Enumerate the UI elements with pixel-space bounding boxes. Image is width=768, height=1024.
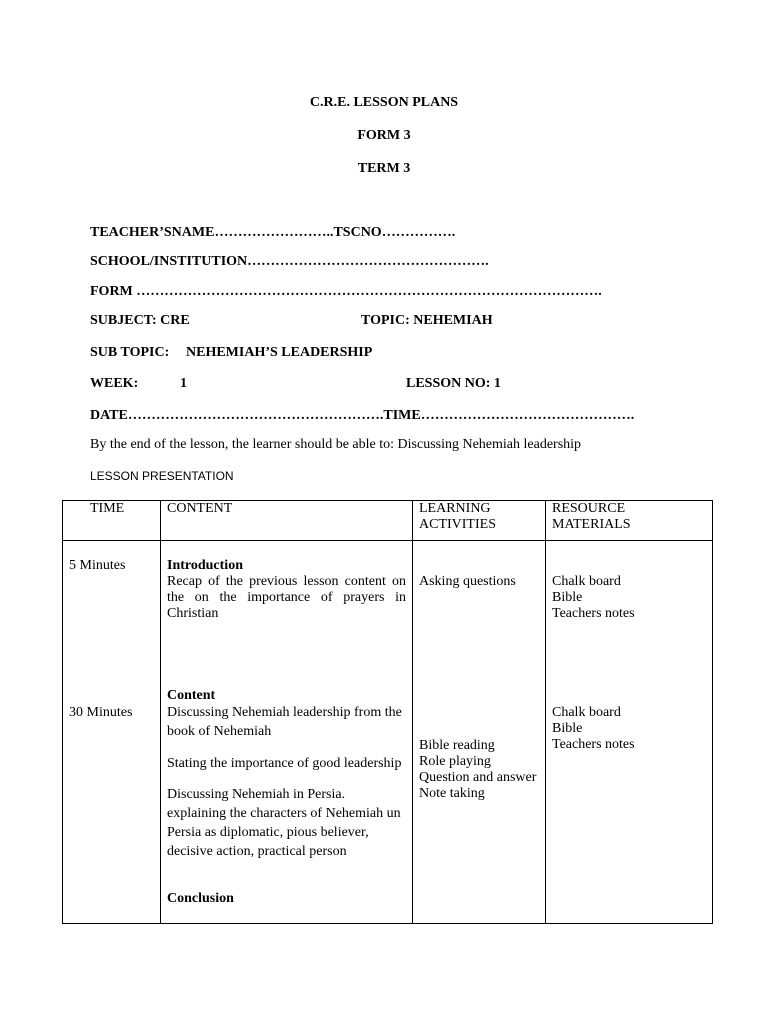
activity-item: Note taking	[419, 786, 485, 801]
intro-time: 5 Minutes	[69, 558, 126, 573]
form-heading: FORM 3	[357, 128, 411, 143]
document-title: C.R.E. LESSON PLANS	[309, 95, 459, 110]
lesson-number: LESSON NO: 1	[406, 376, 501, 391]
date-time-line: DATE……………………………………………….TIME……………………………………….	[90, 408, 635, 423]
resource-item: Chalk board	[552, 705, 621, 720]
conclusion-heading: Conclusion	[167, 891, 234, 906]
header-activities-line2: ACTIVITIES	[419, 517, 496, 532]
table-header-row	[63, 501, 713, 541]
resource-item: Teachers notes	[552, 737, 635, 752]
resource-item: Teachers notes	[552, 606, 635, 621]
week-label: WEEK:	[90, 376, 139, 391]
content-para-2: Stating the importance of good leadership	[167, 756, 402, 771]
resources-cell	[546, 541, 713, 924]
content-heading: Content	[167, 688, 216, 703]
lesson-table	[62, 500, 713, 924]
form-line: FORM ……………………………………………………………………………………….	[90, 284, 602, 299]
main-time: 30 Minutes	[69, 705, 133, 720]
section-label: LESSON PRESENTATION	[90, 469, 234, 483]
teacher-name-line: TEACHER’SNAME……………………..TSCNO…………….	[90, 225, 456, 240]
lesson-objective: By the end of the lesson, the learner should be able to: Discussing Nehemiah leadership	[90, 437, 582, 452]
intro-heading: Introduction	[167, 558, 243, 573]
intro-text: Recap of the previous lesson content on the on the importance of prayers in Christian	[167, 574, 406, 621]
main-resources-list	[552, 705, 706, 753]
week-value: 1	[180, 376, 187, 391]
content-para-1: Discussing Nehemiah leadership from the book of Nehemiah	[167, 705, 402, 739]
main-activities-list	[419, 738, 539, 802]
subtopic-label: SUB TOPIC:	[90, 345, 170, 360]
subtopic-value: NEHEMIAH’S LEADERSHIP	[186, 345, 373, 360]
resource-item: Bible	[552, 721, 583, 736]
table-body-row	[63, 541, 713, 924]
header-content: CONTENT	[161, 501, 413, 541]
header-activities-line1: LEARNING	[419, 501, 491, 516]
header-time: TIME	[63, 501, 161, 541]
activity-item: Question and answer	[419, 770, 537, 785]
activity-item: Role playing	[419, 754, 491, 769]
activity-item: Bible reading	[419, 738, 495, 753]
resource-item: Chalk board	[552, 574, 621, 589]
content-cell	[161, 541, 413, 924]
topic-label: TOPIC: NEHEMIAH	[361, 313, 493, 328]
time-cell	[63, 541, 161, 924]
header-resources-line2: MATERIALS	[552, 517, 631, 532]
content-para-3: Discussing Nehemiah in Persia. explaining the characters of Nehemiah un Persia as diplomatic, pious believer, decisive action, practical person	[167, 787, 401, 859]
header-resources-line1: RESOURCE	[552, 501, 626, 516]
term-heading: TERM 3	[357, 161, 411, 176]
school-line: SCHOOL/INSTITUTION…………………………………………….	[90, 254, 489, 269]
subject-label: SUBJECT: CRE	[90, 313, 190, 328]
intro-resources-list	[552, 574, 706, 622]
intro-activity: Asking questions	[419, 574, 516, 589]
header-activities	[413, 501, 546, 541]
resource-item: Bible	[552, 590, 583, 605]
header-resources	[546, 501, 713, 541]
activities-cell	[413, 541, 546, 924]
